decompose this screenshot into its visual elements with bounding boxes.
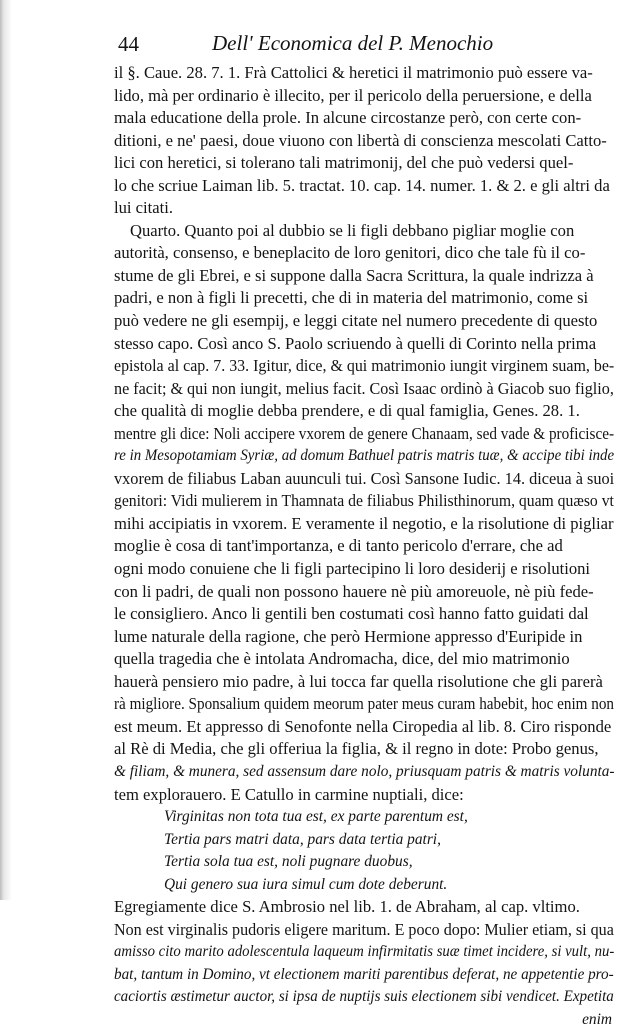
text-line: lido, mà per ordinario è illecito, per il pericolo della peruersione, e della [114,85,592,105]
text-line: che qualità di moglie debba prendere, e di qual famiglia, Genes. 28. 1. [114,401,580,421]
text-line: tem explorauero. E Catullo in carmine nuptiali, dice: [114,784,464,804]
text-line: epistola al cap. 7. 33. Igitur, dice, & qui matrimonio iungit virginem suam, be- [114,356,615,376]
text-line: Egregiamente dice S. Ambrosio nel lib. 1. de Abraham, al cap. vltimo. [114,897,580,917]
verse-line: Tertia pars matri data, pars data tertia patri, [164,830,441,848]
text-line: genitori: Vidi mulierem in Thamnata de filiabus Philisthinorum, quam quæso vt [114,491,614,511]
text-line: autorità, consenso, e beneplacito de loro genitori, dico che tale fù il co- [114,243,586,263]
text-line: Non est virginalis pudoris eligere maritum. E poco dopo: Mulier etiam, si qua [114,919,614,939]
text-line: stesso capo. Così anco S. Paolo scriuendo à quelli di Corinto nella prima [114,333,597,353]
text-line: Quarto. Quanto poi al dubbio se li figli debbano pigliar moglie con [130,220,575,240]
text-line: può vedere ne gli esempij, e leggi citate nel numero precedente di questo [114,311,598,331]
latin-quotation-line: caciortis æstimetur auctor, si ipsa de nuptijs suis electionem sibi vendicet. Expetita [114,988,614,1006]
latin-quotation-line: amisso cito marito adolescentula laqueum infirmitatis suæ timet incidere, si vult, nu- [114,943,615,961]
text-line: moglie è cosa di tant'importanza, e di tanto pericolo d'errare, che ad [114,536,563,556]
text-line: padri, e non à figli li precetti, che di in materia del matrimonio, come si [114,288,589,308]
latin-quotation-line: bat, tantum in Domino, vt electionem mariti parentibus deferat, ne appetentie pro- [114,965,614,983]
text-line: mentre gli dice: Noli accipere vxorem de genere Chanaam, sed vade & proficisce- [114,423,615,443]
text-line: quella tragedia che è intolata Andromacha, dice, del mio matrimonio [114,649,570,669]
text-line: mala educatione della prole. In alcune circostanze però, con certe con- [114,108,582,128]
verse-line: Qui genero sua iura simul cum dote deberunt. [164,875,448,893]
text-line: lui citati. [114,198,173,218]
text-line: le consigliero. Anco li gentili ben costumati così hanno fatto guidati dal [114,604,589,624]
text-line: con li padri, de quali non possono hauere nè più amoreuole, nè più fede- [114,581,594,601]
catchword: enim [582,1010,612,1028]
text-line: lume naturale della ragione, che però Hermione appresso d'Euripide in [114,626,583,646]
text-line: vxorem de filiabus Laban auunculi tui. Così Sansone Iudic. 14. diceua à suoi [114,468,615,488]
page-number: 44 [118,32,139,56]
text-line: ditioni, e ne' paesi, doue viuono con libertà di conscienza mescolati Catto- [114,130,607,150]
latin-quotation-line: re in Mesopotamiam Syriæ, ad domum Bathuel patris matris tuæ, & accipe tibi inde [114,447,615,465]
text-line: stume de gli Ebrei, e si suppone dalla Sacra Scrittura, la quale indrizza à [114,265,594,285]
text-line: lici con heretici, si tolerano tali matrimonij, del che può vedersi quel- [114,153,574,173]
text-line: est meum. Et appresso di Senofonte nella Ciropedia al lib. 8. Ciro risponde [114,716,612,736]
latin-quotation-line: & filiam, & munera, sed assensum dare nolo, priusquam patris & matris volunta- [114,762,615,780]
text-line: hauerà pensiero mio padre, à lui tocca far quella risolutione che gli parerà [114,671,603,691]
body-text [114,62,614,1032]
text-line: ne facit; & qui non iungit, melius facit. Così Isaac ordinò à Giacob suo figlio, [114,378,614,398]
text-line: mihi accipiatis in vxorem. E veramente il negotio, e la risolutione di pigliar [114,513,614,533]
text-line: il §. Caue. 28. 7. 1. Frà Cattolici & heretici il matrimonio può essere va- [114,63,593,82]
text-line: al Rè di Media, che gli offeriua la figlia, & il regno in dote: Probo genus, [114,739,599,759]
page-header [0,28,644,62]
text-line: lo che scriue Laiman lib. 5. tractat. 10. cap. 14. numer. 1. & 2. e gli altri da [114,175,610,195]
running-head: Dell' Economica del P. Menochio [212,31,494,55]
text-line: rà migliore. Sponsalium quidem meorum pater meus curam habebit, hoc enim non [114,694,615,714]
verse-line: Virginitas non tota tua est, ex parte parentum est, [164,808,468,826]
verse-line: Tertia sola tua est, noli pugnare duobus, [164,853,413,871]
text-line: ogni modo conuiene che li figli partecipino li loro desiderij e risolutioni [114,559,591,579]
